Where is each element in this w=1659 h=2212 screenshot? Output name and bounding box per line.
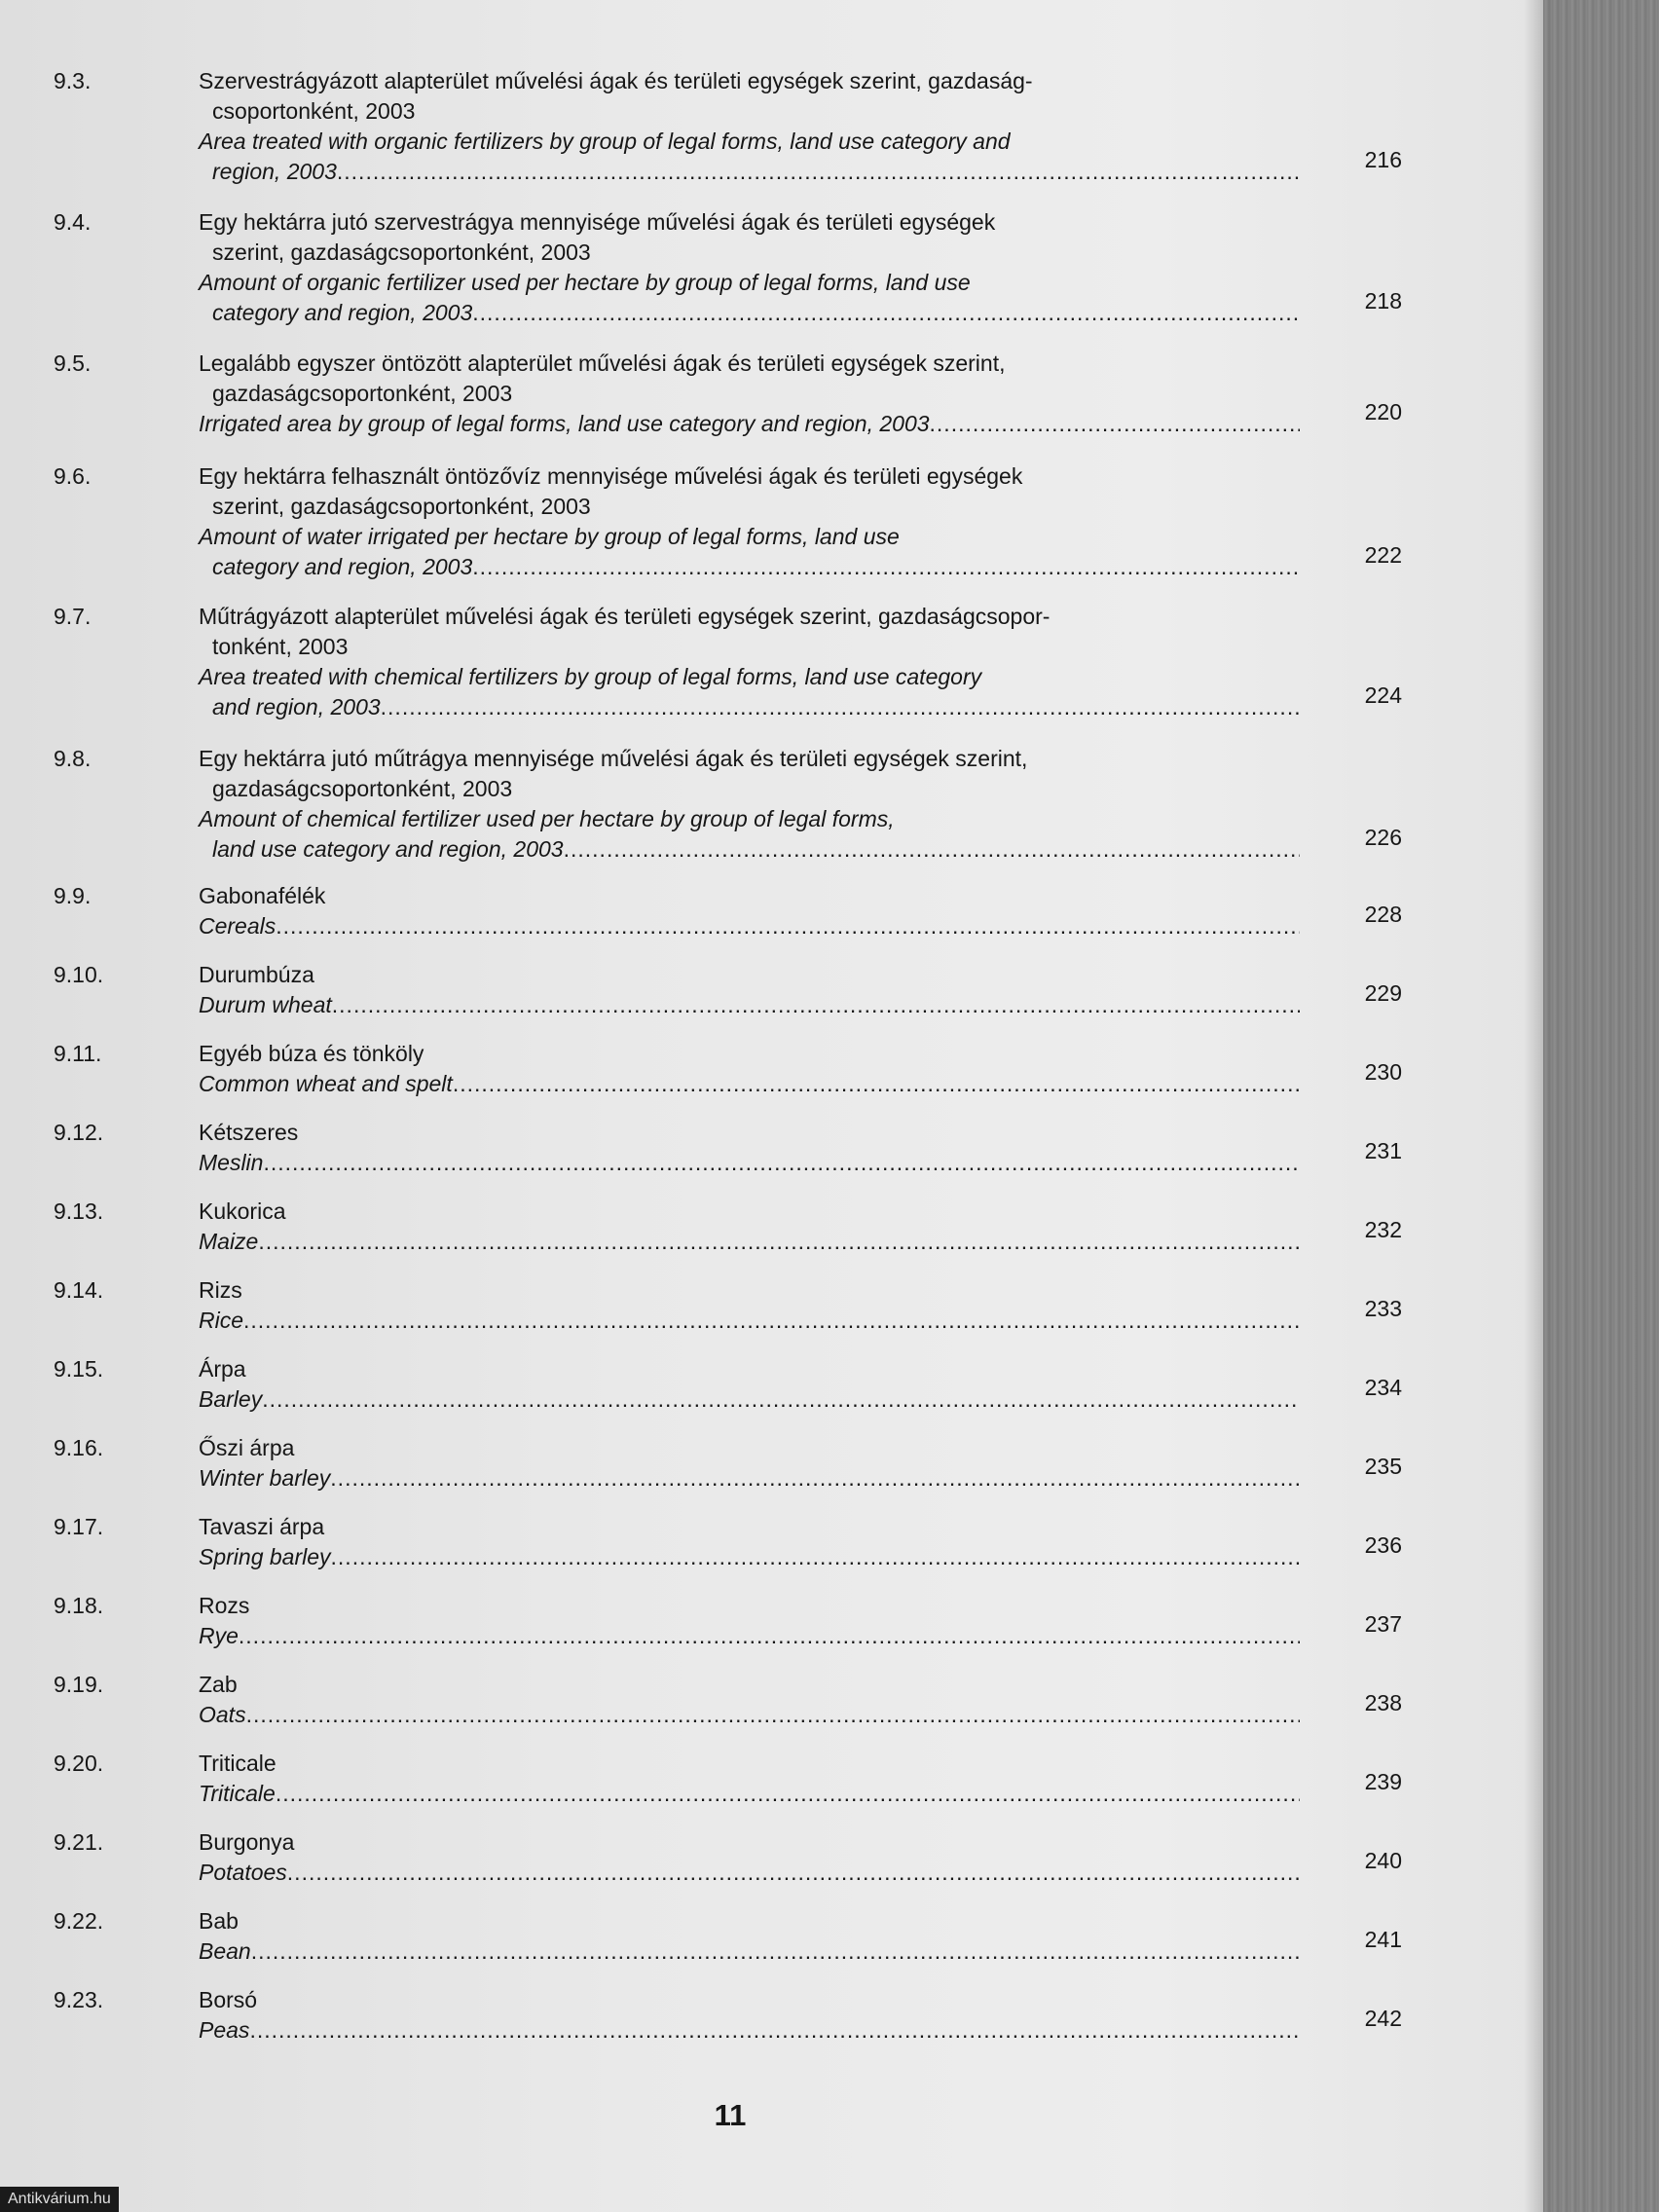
dot-leader [239, 1621, 1300, 1650]
entry-number: 9.18. [54, 1593, 104, 1618]
page-reference: 237 [1364, 1611, 1402, 1637]
english-title-leader-line [199, 409, 1300, 438]
english-title-line: Winter barley [199, 1465, 331, 1491]
page-reference: 226 [1364, 825, 1402, 850]
entry-number: 9.19. [54, 1672, 104, 1697]
english-title-line: category and region, 2003 [212, 300, 473, 325]
hungarian-title-line: Gabonafélék [199, 883, 326, 908]
hungarian-title-line: Őszi árpa [199, 1435, 295, 1460]
english-title-leader-line [199, 1779, 1300, 1808]
dot-leader [930, 409, 1300, 438]
english-title-line: Triticale [199, 1781, 276, 1806]
page-edge-shadow [1524, 0, 1545, 2212]
english-title-line: Irrigated area by group of legal forms, land use category and region, 2003 [199, 411, 930, 436]
hungarian-title-line: Kukorica [199, 1198, 286, 1224]
english-title-leader-line [199, 911, 1300, 940]
hungarian-title-line: Szervestrágyázott alapterület művelési ágak és területi egységek szerint, gazdaság- [199, 68, 1033, 93]
hungarian-title-line: Durumbúza [199, 962, 314, 987]
entry-number: 9.8. [54, 746, 92, 771]
dot-leader [472, 298, 1300, 327]
english-title-line: Amount of organic fertilizer used per hectare by group of legal forms, land use [199, 270, 971, 295]
dot-leader [564, 834, 1300, 864]
hungarian-title-line: Kétszeres [199, 1120, 299, 1145]
hungarian-title-line: szerint, gazdaságcsoportonként, 2003 [212, 494, 591, 519]
english-title-leader-line [199, 1700, 1300, 1729]
english-title-leader-line [199, 1384, 1300, 1414]
entry-number: 9.13. [54, 1198, 104, 1224]
page-reference: 238 [1364, 1690, 1402, 1715]
hungarian-title-line: Rizs [199, 1277, 242, 1303]
page-reference: 218 [1364, 288, 1402, 313]
hungarian-title-line: Egyéb búza és tönköly [199, 1041, 424, 1066]
page-reference: 216 [1364, 147, 1402, 172]
entry-number: 9.14. [54, 1277, 104, 1303]
hungarian-title-line: Bab [199, 1908, 239, 1934]
page-number: 11 [714, 2098, 747, 2132]
page-reference: 232 [1364, 1217, 1402, 1242]
entry-number: 9.11. [54, 1041, 102, 1066]
entry-number: 9.4. [54, 209, 92, 235]
page-reference: 240 [1364, 1848, 1402, 1873]
english-title-line: and region, 2003 [212, 694, 381, 719]
english-title-leader-line [212, 157, 1300, 186]
page-reference: 234 [1364, 1375, 1402, 1400]
english-title-leader-line [212, 298, 1300, 327]
dot-leader [251, 1936, 1300, 1966]
english-title-leader-line [199, 1069, 1300, 1098]
english-title-line: Rye [199, 1623, 239, 1648]
english-title-line: Barley [199, 1386, 263, 1412]
hungarian-title-line: Műtrágyázott alapterület művelési ágak és területi egységek szerint, gazdaságcsopor- [199, 604, 1051, 629]
english-title-line: category and region, 2003 [212, 554, 473, 579]
english-title-line: Common wheat and spelt [199, 1071, 453, 1096]
hungarian-title-line: Triticale [199, 1751, 276, 1776]
english-title-leader-line [199, 1621, 1300, 1650]
page-reference: 228 [1364, 902, 1402, 927]
english-title-leader-line [199, 1227, 1300, 1256]
page-reference: 224 [1364, 682, 1402, 708]
english-title-line: Amount of chemical fertilizer used per hectare by group of legal forms, [199, 806, 895, 831]
entry-number: 9.10. [54, 962, 104, 987]
english-title-leader-line [212, 552, 1300, 581]
entry-number: 9.9. [54, 883, 92, 908]
page-reference: 220 [1364, 399, 1402, 424]
english-title-line: Cereals [199, 913, 276, 939]
entry-number: 9.20. [54, 1751, 104, 1776]
dot-leader [276, 1779, 1300, 1808]
page-reference: 239 [1364, 1769, 1402, 1794]
english-title-line: Rice [199, 1308, 244, 1333]
english-title-line: Bean [199, 1938, 251, 1964]
hungarian-title-line: Tavaszi árpa [199, 1514, 325, 1539]
dot-leader [263, 1148, 1300, 1177]
dot-leader [246, 1700, 1300, 1729]
dot-leader [258, 1227, 1300, 1256]
english-title-line: Area treated with organic fertilizers by group of legal forms, land use category and [199, 129, 1011, 154]
page-reference: 233 [1364, 1296, 1402, 1321]
page-reference: 235 [1364, 1454, 1402, 1479]
entry-number: 9.17. [54, 1514, 104, 1539]
entry-number: 9.12. [54, 1120, 104, 1145]
hungarian-title-line: tonként, 2003 [212, 634, 349, 659]
entry-number: 9.5. [54, 350, 92, 376]
dot-leader [243, 1306, 1300, 1335]
hungarian-title-line: Legalább egyszer öntözött alapterület művelési ágak és területi egységek szerint, [199, 350, 1006, 376]
english-title-line: Maize [199, 1229, 259, 1254]
entry-number: 9.15. [54, 1356, 104, 1382]
hungarian-title-line: Rozs [199, 1593, 250, 1618]
hungarian-title-line: Borsó [199, 1987, 258, 2012]
page-reference: 242 [1364, 2006, 1402, 2031]
hungarian-title-line: gazdaságcsoportonként, 2003 [212, 776, 513, 801]
hungarian-title-line: Egy hektárra jutó szervestrágya mennyisége művelési ágak és területi egységek [199, 209, 996, 235]
hungarian-title-line: Zab [199, 1672, 238, 1697]
page-reference: 230 [1364, 1059, 1402, 1085]
dot-leader [262, 1384, 1300, 1414]
entry-number: 9.22. [54, 1908, 104, 1934]
english-title-leader-line [199, 1148, 1300, 1177]
english-title-line: Peas [199, 2017, 250, 2043]
hungarian-title-line: Burgonya [199, 1829, 295, 1855]
hungarian-title-line: Egy hektárra jutó műtrágya mennyisége művelési ágak és területi egységek szerint, [199, 746, 1028, 771]
entry-number: 9.3. [54, 68, 92, 93]
hungarian-title-line: Egy hektárra felhasznált öntözővíz mennyisége művelési ágak és területi egységek [199, 463, 1023, 489]
entry-number: 9.6. [54, 463, 92, 489]
dot-leader [249, 2015, 1300, 2045]
english-title-leader-line [199, 1542, 1300, 1571]
watermark-label: Antikvárium.hu [0, 2187, 119, 2212]
entry-number: 9.16. [54, 1435, 104, 1460]
dot-leader [332, 990, 1300, 1019]
book-page-edges [1543, 0, 1659, 2212]
english-title-line: Area treated with chemical fertilizers by group of legal forms, land use category [199, 664, 982, 689]
english-title-leader-line [199, 1463, 1300, 1493]
page-reference: 229 [1364, 980, 1402, 1006]
dot-leader [331, 1542, 1300, 1571]
page-reference: 236 [1364, 1532, 1402, 1558]
english-title-line: region, 2003 [212, 159, 337, 184]
hungarian-title-line: szerint, gazdaságcsoportonként, 2003 [212, 240, 591, 265]
english-title-line: Durum wheat [199, 992, 332, 1017]
entry-number: 9.7. [54, 604, 92, 629]
english-title-line: Oats [199, 1702, 246, 1727]
english-title-leader-line [199, 1306, 1300, 1335]
entry-number: 9.23. [54, 1987, 104, 2012]
page-reference: 241 [1364, 1927, 1402, 1952]
entry-number: 9.21. [54, 1829, 104, 1855]
english-title-leader-line [199, 2015, 1300, 2045]
english-title-line: Meslin [199, 1150, 264, 1175]
page-reference: 222 [1364, 542, 1402, 568]
dot-leader [287, 1858, 1300, 1887]
hungarian-title-line: csoportonként, 2003 [212, 98, 416, 124]
hungarian-title-line: Árpa [199, 1356, 246, 1382]
dot-leader [472, 552, 1300, 581]
english-title-line: Potatoes [199, 1860, 287, 1885]
english-title-leader-line [212, 834, 1300, 864]
english-title-leader-line [199, 990, 1300, 1019]
dot-leader [337, 157, 1300, 186]
english-title-leader-line [199, 1858, 1300, 1887]
dot-leader [453, 1069, 1300, 1098]
english-title-line: Spring barley [199, 1544, 331, 1569]
dot-leader [276, 911, 1300, 940]
dot-leader [330, 1463, 1300, 1493]
english-title-line: Amount of water irrigated per hectare by group of legal forms, land use [199, 524, 900, 549]
hungarian-title-line: gazdaságcsoportonként, 2003 [212, 381, 513, 406]
english-title-line: land use category and region, 2003 [212, 836, 564, 862]
page-reference: 231 [1364, 1138, 1402, 1163]
dot-leader [381, 692, 1300, 721]
english-title-leader-line [199, 1936, 1300, 1966]
english-title-leader-line [212, 692, 1300, 721]
